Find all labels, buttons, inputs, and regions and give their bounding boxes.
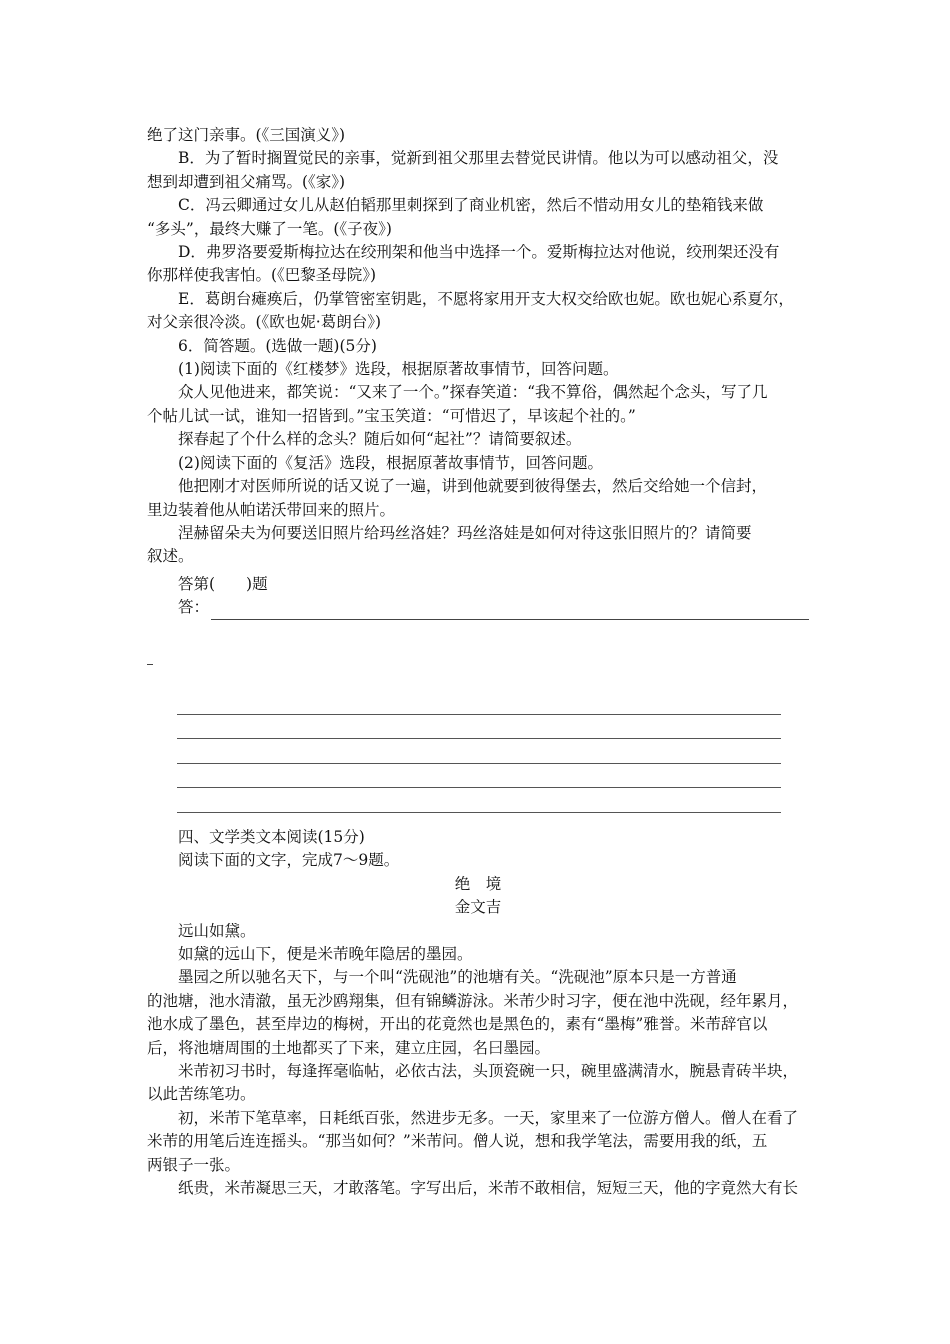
q6-part1-prompt: (1)阅读下面的《红楼梦》选段，根据原著故事情节，回答问题。 — [178, 360, 619, 379]
q6-part2-question-line2: 叙述。 — [147, 547, 194, 566]
exam-page-upper — [147, 124, 809, 620]
answer-line[interactable] — [177, 739, 781, 764]
story-paragraph-line: 后，将池塘周围的土地都买了下来，建立庄园，名曰墨园。 — [147, 1038, 551, 1057]
answer-line[interactable] — [177, 764, 781, 789]
story-paragraph-line: 米芾初习书时，每逢挥毫临帖，必依古法，头顶瓷碗一只，碗里盛满清水，腕悬青砖半块， — [178, 1062, 799, 1081]
story-paragraph-line: 初，米芾下笔草率，日耗纸百张，然进步无多。一天，家里来了一位游方僧人。僧人在看了 — [178, 1108, 799, 1127]
story-paragraph-line: 的池塘，池水清澈，虽无沙鸥翔集，但有锦鳞游泳。米芾少时习字，便在池中洗砚，经年累月， — [147, 991, 799, 1010]
option-b-line1: B．为了暂时搁置觉民的亲事，觉新到祖父那里去替觉民讲情。他以为可以感动祖父，没 — [178, 149, 779, 168]
answer-lines[interactable] — [177, 690, 781, 813]
answer-line[interactable] — [177, 788, 781, 813]
section-4 — [147, 826, 809, 1201]
answer-label: 答： — [178, 598, 210, 617]
answer-row[interactable] — [147, 596, 809, 619]
story-author: 金文吉 — [454, 898, 502, 917]
q6-part2-question-line1: 涅赫留朵夫为何要送旧照片给玛丝洛娃？玛丝洛娃是如何对待这张旧照片的？请简要 — [178, 523, 752, 542]
option-d-line2: 你那样使我害怕。(《巴黎圣母院》) — [147, 266, 377, 285]
option-e-line2: 对父亲很冷淡。(《欧也妮·葛朗台》) — [147, 313, 382, 332]
answer-choice-label: 答第( )题 — [178, 574, 268, 593]
story-paragraph-line: 两银子一张。 — [147, 1155, 241, 1174]
question-6-title: 6．简答题。(选做一题)(5分) — [178, 336, 377, 355]
section-4-instruction: 阅读下面的文字，完成7～9题。 — [178, 851, 400, 870]
answer-line-first[interactable] — [211, 605, 809, 620]
q6-part2-prompt: (2)阅读下面的《复活》选段，根据原著故事情节，回答问题。 — [178, 453, 603, 472]
option-d-line1: D．弗罗洛要爱斯梅拉达在绞刑架和他当中选择一个。爱斯梅拉达对他说，绞刑架还没有 — [178, 243, 780, 262]
story-paragraph-line: 米芾的用笔后连连摇头。“那当如何？”米芾问。僧人说，想和我学笔法，需要用我的纸，五 — [147, 1132, 768, 1151]
q6-part1-question: 探春起了个什么样的念头？随后如何“起社”？请简要叙述。 — [178, 430, 582, 449]
option-c-line2: “多头”，最终大赚了一笔。(《子夜》) — [147, 219, 392, 238]
q6-part2-excerpt-line2: 里边装着他从帕诺沃带回来的照片。 — [147, 500, 396, 519]
story-paragraph-line: 纸贵，米芾凝思三天，才敢落笔。字写出后，米芾不敢相信，短短三天，他的字竟然大有长 — [178, 1179, 799, 1198]
story-title: 绝 境 — [454, 874, 502, 893]
answer-line[interactable] — [177, 690, 781, 715]
q6-part1-excerpt-line1: 众人见他进来，都笑说：“又来了一个。”探春笑道：“我不算俗，偶然起个念头，写了几 — [178, 383, 768, 402]
option-e-line1: E．葛朗台瘫痪后，仍掌管密室钥匙，不愿将家用开支大权交给欧也妮。欧也妮心系夏尔， — [178, 289, 794, 308]
story-paragraph-line: 如黛的远山下，便是米芾晚年隐居的墨园。 — [178, 945, 473, 964]
section-4-heading: 四、文学类文本阅读(15分) — [178, 828, 365, 846]
answer-line[interactable] — [177, 715, 781, 740]
option-a-tail: 绝了这门亲事。(《三国演义》) — [147, 126, 346, 144]
story-paragraph-line: 池水成了墨色，甚至岸边的梅树，开出的花竟然也是黑色的，素有“墨梅”雅誉。米芾辞官以 — [147, 1015, 768, 1034]
story-paragraph-line: 墨园之所以驰名天下，与一个叫“洗砚池”的池塘有关。“洗砚池”原本只是一方普通 — [178, 968, 737, 987]
story-paragraph-line: 远山如黛。 — [178, 921, 256, 940]
option-b-line2: 想到却遭到祖父痛骂。(《家》) — [147, 172, 346, 191]
q6-part1-excerpt-line2: 个帖儿试一试，谁知一招皆到。”宝玉笑道：“可惜迟了，早该起个社的。” — [147, 406, 636, 425]
story-paragraph-line: 以此苦练笔功。 — [147, 1085, 256, 1104]
q6-part2-excerpt-line1: 他把刚才对医师所说的话又说了一遍，讲到他就要到彼得堡去，然后交给她一个信封， — [178, 477, 768, 496]
option-c-line1: C．冯云卿通过女儿从赵伯韬那里刺探到了商业机密，然后不惜动用女儿的垫箱钱来做 — [178, 196, 764, 215]
answer-dash — [147, 664, 153, 665]
